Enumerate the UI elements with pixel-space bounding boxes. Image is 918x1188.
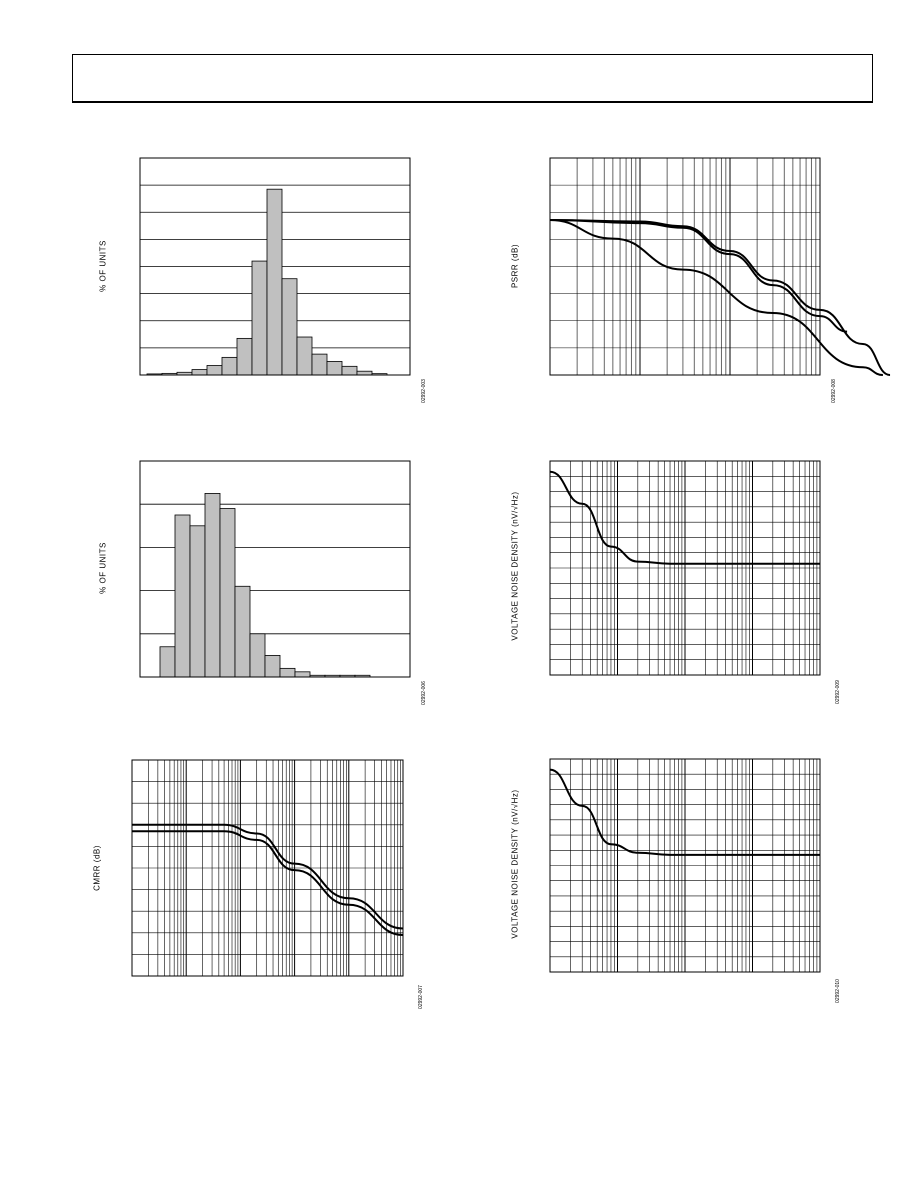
hist2-bar: [205, 493, 220, 677]
hist2-bar: [190, 526, 205, 677]
hist1-bar: [282, 279, 297, 375]
hist1-code: 02992-003: [421, 379, 427, 403]
hist1-bar: [252, 261, 267, 375]
hist2-code: 02992-006: [421, 681, 427, 705]
psrr-series-1: [550, 220, 890, 375]
noise1-svg: [550, 461, 820, 675]
noise1-code: 02992-009: [835, 680, 841, 704]
hist1-svg: [140, 158, 410, 375]
hist1-bar: [312, 354, 327, 375]
noise2-code: 02992-010: [835, 979, 841, 1003]
psrr-svg: [550, 158, 820, 375]
hist1-bar: [357, 371, 372, 375]
hist1-ylabel: % OF UNITS: [98, 240, 108, 292]
hist2-svg: [140, 461, 410, 677]
hist1-bar: [222, 357, 237, 375]
psrr-code: 02992-008: [831, 379, 837, 403]
hist2-bar: [175, 515, 190, 677]
psrr-ylabel: PSRR (dB): [510, 243, 520, 289]
cmrr-svg: [132, 760, 403, 976]
hist2-bar: [295, 672, 310, 677]
cmrr-ylabel: CMRR (dB): [92, 845, 102, 891]
cmrr-code: 02992-007: [418, 985, 424, 1009]
chart-noise1: [550, 461, 820, 675]
hist2-bar: [235, 586, 250, 677]
page-header: [72, 54, 873, 103]
chart-psrr: [550, 158, 820, 375]
hist1-bar: [237, 338, 252, 375]
cmrr-series-1: [132, 831, 403, 935]
hist2-bar: [250, 634, 265, 677]
hist2-bar: [265, 655, 280, 677]
noise2-ylabel: VOLTAGE NOISE DENSITY (nV/√Hz): [510, 789, 520, 939]
chart-hist2: [140, 461, 410, 677]
hist1-bar: [207, 366, 222, 375]
cmrr-series-0: [132, 825, 403, 929]
chart-noise2: [550, 759, 820, 972]
hist2-bar: [280, 668, 295, 677]
hist2-bar: [220, 509, 235, 677]
hist1-bar: [192, 370, 207, 375]
hist1-bar: [327, 361, 342, 375]
chart-hist1: [140, 158, 410, 375]
hist1-bar: [342, 366, 357, 375]
hist2-ylabel: % OF UNITS: [98, 542, 108, 594]
psrr-series-2: [550, 220, 883, 375]
hist1-bar: [297, 337, 312, 375]
chart-cmrr: [132, 760, 403, 976]
hist2-bar: [160, 647, 175, 677]
hist1-bar: [267, 189, 282, 375]
noise2-svg: [550, 759, 820, 972]
noise1-ylabel: VOLTAGE NOISE DENSITY (nV/√Hz): [510, 491, 520, 641]
